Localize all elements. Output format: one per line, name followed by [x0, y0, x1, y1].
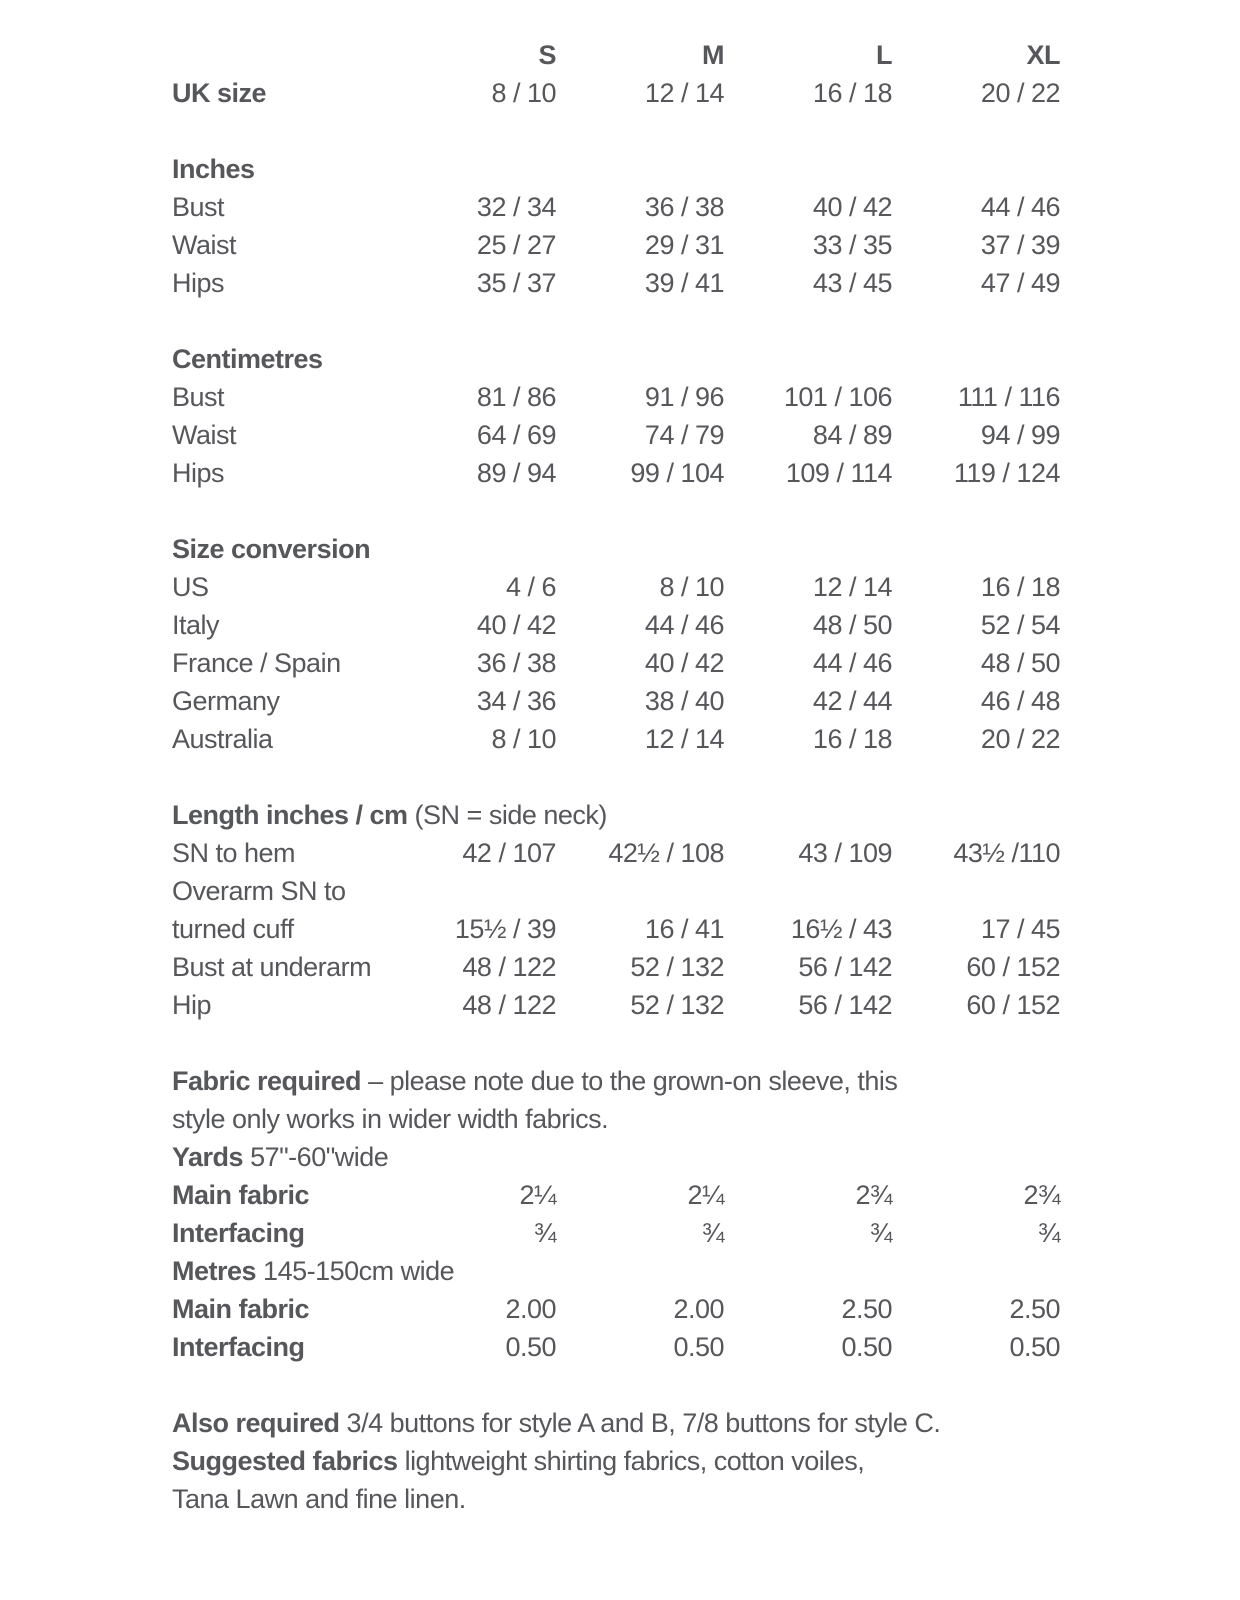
table-row	[172, 378, 1060, 416]
section-centimetres	[172, 340, 1060, 492]
suggested-fabrics-line	[172, 1442, 1072, 1480]
size-header-row	[172, 36, 1060, 74]
conv-germany-m: 38 / 40	[644, 686, 724, 716]
cm-hips-xl: 119 / 124	[953, 458, 1060, 488]
also-required-line	[172, 1404, 1072, 1442]
length-title-line	[172, 796, 1060, 834]
cm-waist-l: 84 / 89	[812, 420, 892, 450]
yards-interfacing-xl: ¾	[1037, 1218, 1060, 1248]
hip-label: Hip	[172, 990, 212, 1020]
table-row	[172, 1214, 1060, 1252]
col-header-s: S	[538, 40, 556, 70]
suggested-fabrics-text: lightweight shirting fabrics, cotton voiles,	[397, 1446, 865, 1476]
uk-size-s: 8 / 10	[491, 78, 556, 108]
metres-label: Metres	[172, 1256, 257, 1286]
inches-bust-l: 40 / 42	[812, 192, 892, 222]
inches-waist-xl: 37 / 39	[980, 230, 1060, 260]
table-row	[172, 948, 1060, 986]
cm-bust-label: Bust	[172, 382, 225, 412]
section-length	[172, 796, 1060, 1024]
bust-at-underarm-label: Bust at underarm	[172, 952, 372, 982]
cm-waist-s: 64 / 69	[476, 420, 556, 450]
inches-waist-label: Waist	[172, 230, 236, 260]
table-row	[172, 226, 1060, 264]
table-row	[172, 872, 1060, 910]
bust-at-underarm-l: 56 / 142	[798, 952, 892, 982]
conv-us-xl: 16 / 18	[980, 572, 1060, 602]
hip-xl: 60 / 152	[966, 990, 1060, 1020]
hip-s: 48 / 122	[462, 990, 556, 1020]
yards-main-fabric-l: 2¾	[855, 1180, 892, 1210]
yards-interfacing-m: ¾	[701, 1218, 724, 1248]
conv-us-m: 8 / 10	[659, 572, 724, 602]
metres-interfacing-xl: 0.50	[1009, 1332, 1060, 1362]
conv-germany-label: Germany	[172, 686, 280, 716]
also-required-label: Also required	[172, 1408, 340, 1438]
cm-hips-label: Hips	[172, 458, 225, 488]
metres-main-fabric-m: 2.00	[673, 1294, 724, 1324]
conv-us-s: 4 / 6	[505, 572, 556, 602]
overarm-l: 16½ / 43	[790, 914, 892, 944]
col-header-m: M	[702, 40, 724, 70]
inches-bust-label: Bust	[172, 192, 225, 222]
inches-bust-s: 32 / 34	[476, 192, 556, 222]
section-size-conversion	[172, 530, 1060, 758]
cm-bust-s: 81 / 86	[476, 382, 556, 412]
conv-italy-l: 48 / 50	[812, 610, 892, 640]
inches-hips-xl: 47 / 49	[980, 268, 1060, 298]
size-table-header	[172, 36, 1060, 112]
table-row	[172, 910, 1060, 948]
yards-main-fabric-xl: 2¾	[1023, 1180, 1060, 1210]
hip-l: 56 / 142	[798, 990, 892, 1020]
metres-main-fabric-l: 2.50	[841, 1294, 892, 1324]
section-notes	[172, 1404, 1072, 1518]
inches-waist-l: 33 / 35	[812, 230, 892, 260]
yards-interfacing-l: ¾	[869, 1218, 892, 1248]
conv-australia-l: 16 / 18	[812, 724, 892, 754]
conv-us-label: US	[172, 572, 209, 602]
table-row	[172, 606, 1060, 644]
yards-line	[172, 1138, 1060, 1176]
conv-germany-l: 42 / 44	[812, 686, 892, 716]
uk-size-row	[172, 74, 1060, 112]
conv-italy-s: 40 / 42	[476, 610, 556, 640]
conv-germany-xl: 46 / 48	[980, 686, 1060, 716]
inches-bust-m: 36 / 38	[644, 192, 724, 222]
yards-main-fabric-s: 2¼	[519, 1180, 556, 1210]
table-row	[172, 416, 1060, 454]
col-header-l: L	[876, 40, 892, 70]
conv-australia-s: 8 / 10	[491, 724, 556, 754]
overarm-m: 16 / 41	[644, 914, 724, 944]
metres-main-fabric-s: 2.00	[505, 1294, 556, 1324]
table-row	[172, 720, 1060, 758]
metres-line	[172, 1252, 1060, 1290]
bust-at-underarm-s: 48 / 122	[462, 952, 556, 982]
conv-france-spain-m: 40 / 42	[644, 648, 724, 678]
table-row	[172, 188, 1060, 226]
cm-waist-label: Waist	[172, 420, 236, 450]
uk-size-xl: 20 / 22	[980, 78, 1060, 108]
inches-bust-xl: 44 / 46	[980, 192, 1060, 222]
fabric-heading-bold: Fabric required	[172, 1066, 362, 1096]
sn-to-hem-m: 42½ / 108	[608, 838, 724, 868]
fabric-heading-line1	[172, 1062, 1060, 1100]
metres-width-note: 145-150cm wide	[256, 1256, 455, 1286]
suggested-fabrics-line2: Tana Lawn and fine linen.	[172, 1484, 466, 1514]
yards-interfacing-label: Interfacing	[172, 1218, 305, 1248]
cm-waist-m: 74 / 79	[644, 420, 724, 450]
spacer-cell	[172, 36, 388, 74]
uk-size-m: 12 / 14	[644, 78, 724, 108]
conv-us-l: 12 / 14	[812, 572, 892, 602]
suggested-fabrics-label: Suggested fabrics	[172, 1446, 398, 1476]
yards-width-note: 57"-60"wide	[243, 1142, 389, 1172]
yards-interfacing-s: ¾	[533, 1218, 556, 1248]
table-row	[172, 1176, 1060, 1214]
conv-italy-xl: 52 / 54	[980, 610, 1060, 640]
length-title: Length inches / cm	[172, 800, 408, 830]
section-inches	[172, 150, 1060, 302]
table-row	[172, 1290, 1060, 1328]
bust-at-underarm-xl: 60 / 152	[966, 952, 1060, 982]
inches-hips-l: 43 / 45	[812, 268, 892, 298]
uk-size-l: 16 / 18	[812, 78, 892, 108]
overarm-xl: 17 / 45	[980, 914, 1060, 944]
table-row	[172, 644, 1060, 682]
table-row	[172, 682, 1060, 720]
sn-to-hem-xl: 43½ /110	[953, 838, 1060, 868]
yards-main-fabric-m: 2¼	[687, 1180, 724, 1210]
yards-label: Yards	[172, 1142, 244, 1172]
conv-australia-m: 12 / 14	[644, 724, 724, 754]
cm-hips-m: 99 / 104	[630, 458, 724, 488]
metres-main-fabric-xl: 2.50	[1009, 1294, 1060, 1324]
metres-main-fabric-label: Main fabric	[172, 1294, 310, 1324]
centimetres-title: Centimetres	[172, 344, 323, 374]
metres-interfacing-l: 0.50	[841, 1332, 892, 1362]
conv-france-spain-xl: 48 / 50	[980, 648, 1060, 678]
uk-size-label: UK size	[172, 78, 267, 108]
inches-hips-label: Hips	[172, 268, 225, 298]
table-row	[172, 1328, 1060, 1366]
conv-germany-s: 34 / 36	[476, 686, 556, 716]
sn-to-hem-s: 42 / 107	[462, 838, 556, 868]
length-title-note: (SN = side neck)	[407, 800, 607, 830]
overarm-s: 15½ / 39	[454, 914, 556, 944]
conv-france-spain-l: 44 / 46	[812, 648, 892, 678]
conv-italy-label: Italy	[172, 610, 220, 640]
cm-waist-xl: 94 / 99	[980, 420, 1060, 450]
conv-australia-xl: 20 / 22	[980, 724, 1060, 754]
hip-m: 52 / 132	[630, 990, 724, 1020]
inches-hips-s: 35 / 37	[476, 268, 556, 298]
cm-hips-s: 89 / 94	[476, 458, 556, 488]
metres-interfacing-s: 0.50	[505, 1332, 556, 1362]
cm-bust-l: 101 / 106	[783, 382, 892, 412]
fabric-heading-rest: – please note due to the grown-on sleeve, this	[361, 1066, 898, 1096]
table-row	[172, 568, 1060, 606]
table-row	[172, 264, 1060, 302]
overarm-label-line2: turned cuff	[172, 914, 294, 944]
col-header-xl: XL	[1026, 40, 1060, 70]
inches-waist-m: 29 / 31	[644, 230, 724, 260]
sn-to-hem-label: SN to hem	[172, 838, 296, 868]
overarm-label-line1: Overarm SN to	[172, 876, 346, 906]
table-row	[172, 834, 1060, 872]
conv-france-spain-label: France / Spain	[172, 648, 341, 678]
yards-main-fabric-label: Main fabric	[172, 1180, 310, 1210]
fabric-heading-line2: style only works in wider width fabrics.	[172, 1104, 609, 1134]
cm-bust-xl: 111 / 116	[957, 382, 1060, 412]
metres-interfacing-label: Interfacing	[172, 1332, 305, 1362]
table-row	[172, 454, 1060, 492]
size-conversion-title: Size conversion	[172, 534, 371, 564]
table-row	[172, 986, 1060, 1024]
metres-interfacing-m: 0.50	[673, 1332, 724, 1362]
inches-waist-s: 25 / 27	[476, 230, 556, 260]
sn-to-hem-l: 43 / 109	[798, 838, 892, 868]
conv-france-spain-s: 36 / 38	[476, 648, 556, 678]
section-fabric-required	[172, 1062, 1060, 1366]
inches-hips-m: 39 / 41	[644, 268, 724, 298]
also-required-text: 3/4 buttons for style A and B, 7/8 buttons for style C.	[339, 1408, 941, 1438]
cm-bust-m: 91 / 96	[644, 382, 724, 412]
conv-australia-label: Australia	[172, 724, 273, 754]
conv-italy-m: 44 / 46	[644, 610, 724, 640]
cm-hips-l: 109 / 114	[785, 458, 892, 488]
inches-title: Inches	[172, 154, 255, 184]
bust-at-underarm-m: 52 / 132	[630, 952, 724, 982]
